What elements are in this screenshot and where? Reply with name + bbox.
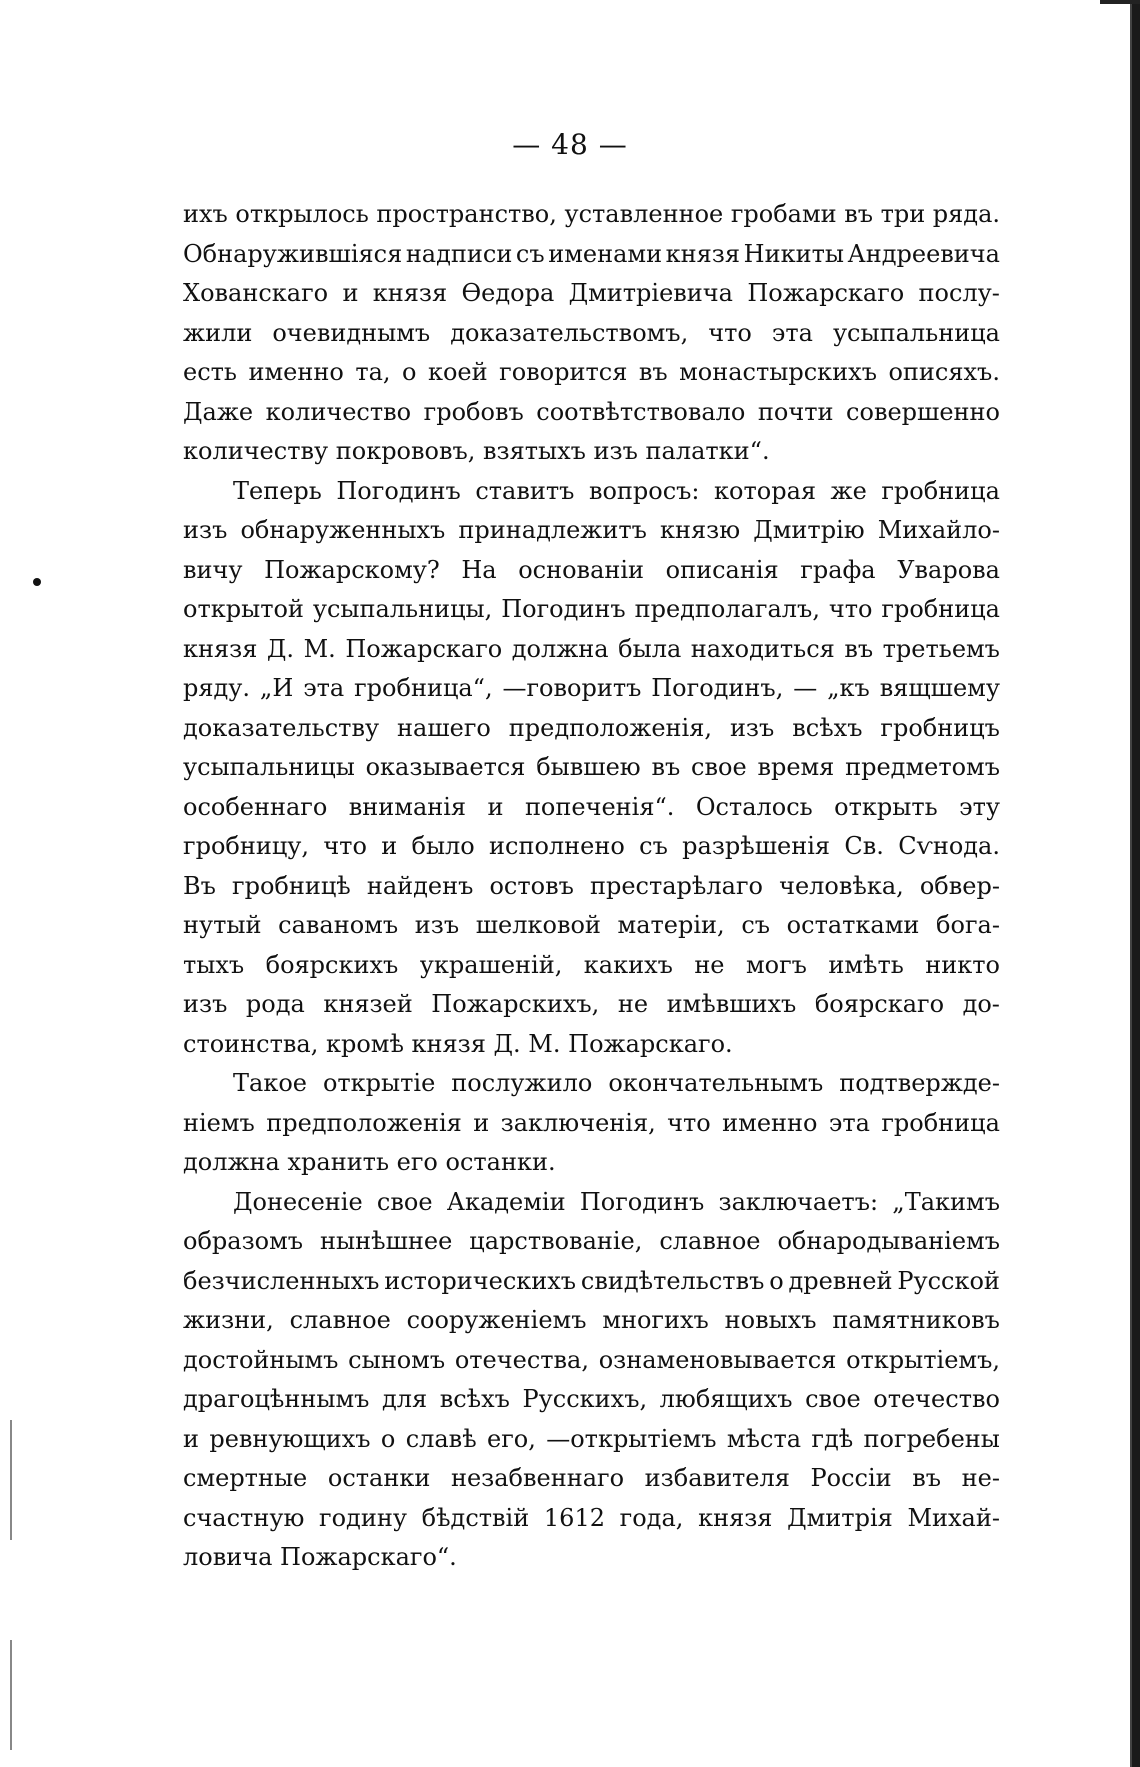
text-line: усыпальницы оказывается бывшею въ свое время предметомъ	[183, 753, 1000, 781]
text-line: образомъ нынѣшнее царствованіе, славное обнародываніемъ	[183, 1227, 1000, 1255]
text-line: изъ обнаруженныхъ принадлежитъ князю Дмитрію Михайло-	[183, 516, 1000, 544]
text-line: Въ гробницѣ найденъ остовъ престарѣлаго человѣка, обвер-	[183, 871, 1000, 900]
margin-scan-mark	[10, 1640, 12, 1750]
text-line: Даже количество гробовъ соотвѣтствовало почти совершенно	[183, 397, 1000, 426]
text-line: достойнымъ сыномъ отечества, ознаменовывается открытіемъ,	[183, 1345, 1000, 1374]
text-line: Хованскаго и князя Ѳедора Дмитріевича Пожарскаго послу-	[183, 279, 1000, 307]
text-line: и ревнующихъ о славѣ его, —открытіемъ мѣста гдѣ погребены	[183, 1424, 1000, 1453]
text-line: Обнаружившіяся надписи съ именами князя Никиты Андреевича	[183, 239, 1000, 268]
text-line: доказательству нашего предположенія, изъ всѣхъ гробницъ	[183, 713, 1000, 742]
text-line: ихъ открылось пространство, уставленное гробами въ три ряда.	[183, 200, 1000, 228]
text-line: безчисленныхъ историческихъ свидѣтельствъ о древней Русской	[183, 1266, 1000, 1295]
text-line: смертные останки незабвеннаго избавителя Россіи въ не-	[183, 1464, 1000, 1492]
text-line: ряду. „И эта гробница“, —говоритъ Погодинъ, — „къ вящшему	[183, 674, 1000, 702]
page-number: — 48 —	[512, 128, 628, 161]
text-line: открытой усыпальницы, Погодинъ предполагалъ, что гробница	[183, 595, 1000, 623]
text-line: Теперь Погодинъ ставитъ вопросъ: которая же гробница	[233, 476, 1000, 505]
text-line: нутый саваномъ изъ шелковой матеріи, съ остатками бога-	[183, 911, 1000, 939]
text-line: счастную годину бѣдствій 1612 года, князя Дмитрія Михай-	[183, 1503, 1000, 1532]
text-line: жили очевиднымъ доказательствомъ, что эта усыпальница	[183, 318, 1000, 347]
text-line: особеннаго вниманія и попеченія“. Осталось открыть эту	[183, 792, 1000, 821]
text-line: есть именно та, о коей говорится въ монастырскихъ описяхъ.	[183, 358, 1000, 386]
scan-edge-mark	[1100, 0, 1140, 4]
margin-scan-mark	[10, 1420, 12, 1540]
text-line: гробницу, что и было исполнено съ разрѣшенія Св. Сѵнода.	[183, 832, 1000, 860]
margin-dot	[33, 578, 41, 586]
text-line: Донесеніе свое Академіи Погодинъ заключаетъ: „Такимъ	[233, 1187, 1000, 1216]
scan-edge-shadow	[1130, 0, 1140, 1767]
text-line: изъ рода князей Пожарскихъ, не имѣвшихъ боярскаго до-	[183, 990, 1000, 1018]
text-line: вичу Пожарскому? На основаніи описанія графа Уварова	[183, 555, 1000, 584]
text-line: тыхъ боярскихъ украшеній, какихъ не могъ имѣть никто	[183, 950, 1000, 979]
text-line: Такое открытіе послужило окончательнымъ подтвержде-	[233, 1069, 1000, 1097]
text-line: количеству покрововъ, взятыхъ изъ палатки“.	[183, 437, 770, 465]
text-line: стоинства, кромѣ князя Д. М. Пожарскаго.	[183, 1029, 733, 1058]
text-line: должна хранить его останки.	[183, 1148, 556, 1176]
text-line: ловича Пожарскаго“.	[183, 1543, 457, 1571]
text-line: драгоцѣннымъ для всѣхъ Русскихъ, любящихъ свое отечество	[183, 1385, 1000, 1413]
text-line: жизни, славное сооруженіемъ многихъ новыхъ памятниковъ	[183, 1306, 1000, 1334]
body-text	[183, 195, 1000, 1578]
text-line: ніемъ предположенія и заключенія, что именно эта гробница	[183, 1108, 1000, 1137]
text-line: князя Д. М. Пожарскаго должна была находиться въ третьемъ	[183, 634, 1000, 663]
